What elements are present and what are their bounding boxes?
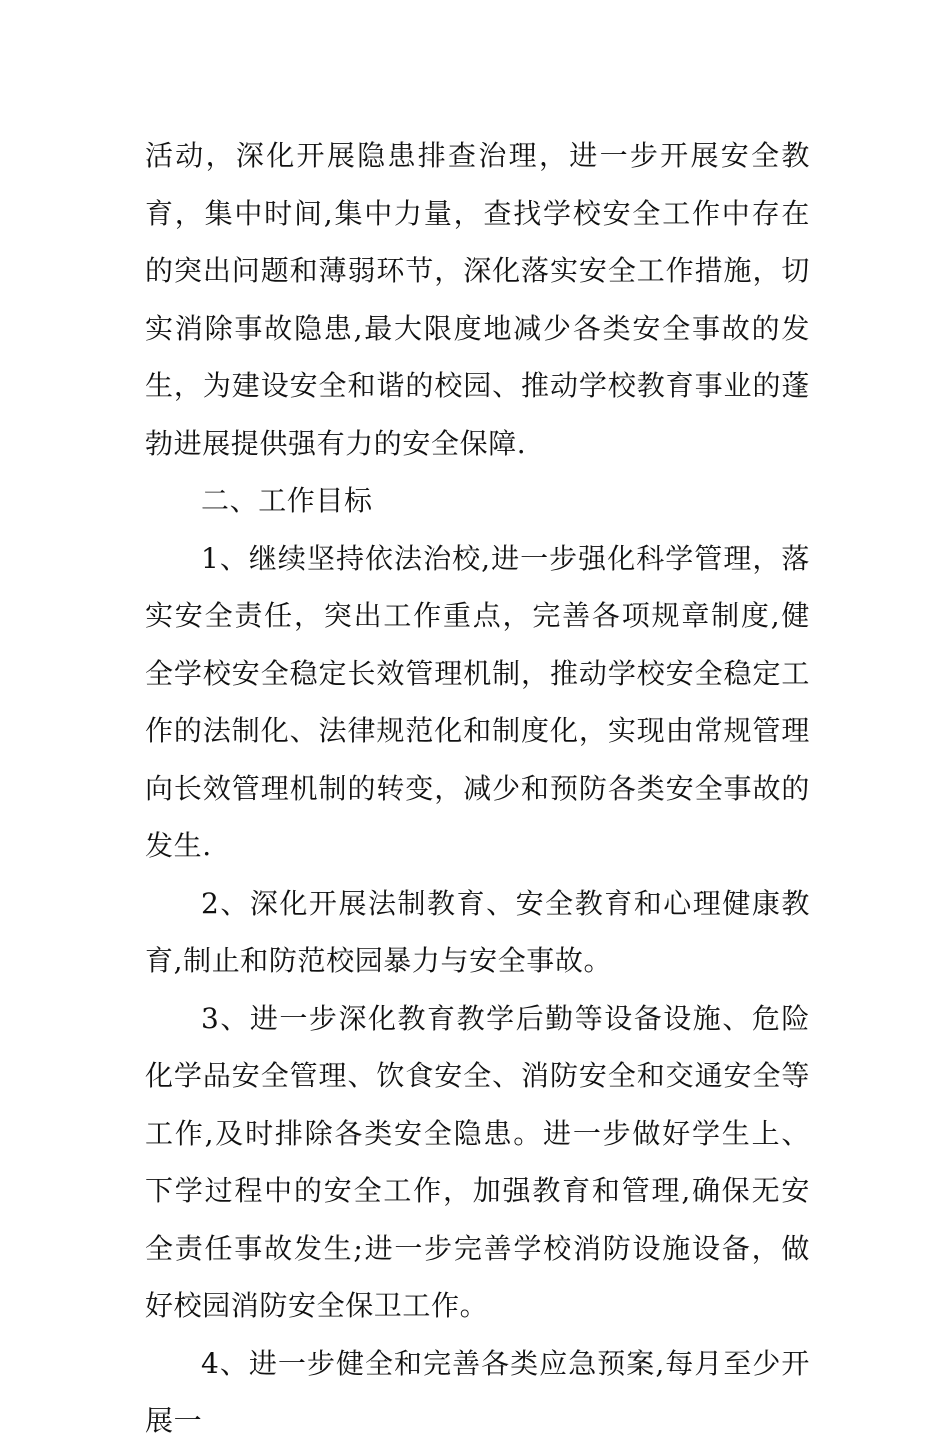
document-body bbox=[145, 127, 810, 1450]
section-heading-work-goals: 二、工作目标 bbox=[201, 484, 373, 517]
paragraph-goal-4: 4、进一步健全和完善各类应急预案,每月至少开展一 bbox=[145, 1346, 810, 1437]
paragraph-intro-continuation: 活动，深化开展隐患排查治理，进一步开展安全教育，集中时间,集中力量，查找学校安全工作中存在的突出问题和薄弱环节，深化落实安全工作措施，切实消除事故隐患,最大限度地减少各类安全事故的发生，为建设安全和谐的校园、推动学校教育事业的蓬勃进展提供强有力的安全保障. bbox=[145, 139, 810, 460]
paragraph-goal-2: 2、深化开展法制教育、安全教育和心理健康教育,制止和防范校园暴力与安全事故。 bbox=[145, 886, 810, 977]
paragraph-goal-1: 1、继续坚持依法治校,进一步强化科学管理，落实安全责任，突出工作重点，完善各项规章制度,健全学校安全稳定长效管理机制，推动学校安全稳定工作的法制化、法律规范化和制度化，实现由常规管理向长效管理机制的转变，减少和预防各类安全事故的发生. bbox=[145, 541, 810, 862]
paragraph-goal-3: 3、进一步深化教育教学后勤等设备设施、危险化学品安全管理、饮食安全、消防安全和交通安全等工作,及时排除各类安全隐患。进一步做好学生上、下学过程中的安全工作，加强教育和管理,确保无安全责任事故发生;进一步完善学校消防设施设备，做好校园消防安全保卫工作。 bbox=[145, 1001, 810, 1322]
